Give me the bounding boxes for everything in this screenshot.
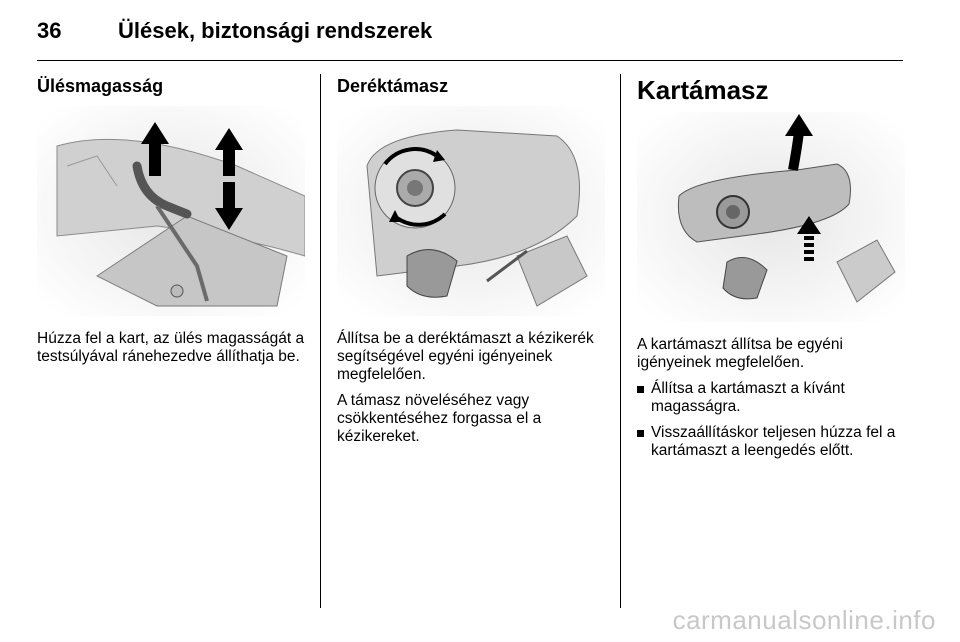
chapter-title: Ülések, biztonsági rendszerek bbox=[118, 18, 433, 43]
section-heading: Ülésmagasság bbox=[37, 76, 164, 96]
section-lumbar-support bbox=[337, 74, 605, 445]
armrest-figure bbox=[637, 112, 905, 322]
section-armrest bbox=[637, 74, 905, 459]
section-heading: Kartámasz bbox=[637, 75, 769, 105]
armrest-icon bbox=[637, 112, 905, 322]
bullet-list bbox=[637, 380, 905, 460]
section-text bbox=[37, 330, 305, 374]
section-text bbox=[337, 330, 605, 454]
paragraph: Állítsa be a deréktámaszt a kézikerék segítségével egyéni igényeinek megfelelően. bbox=[337, 330, 594, 383]
paragraph: A támasz növeléséhez vagy csökkentéséhez forgassa el a kézikereket. bbox=[337, 392, 542, 445]
square-bullet-icon bbox=[637, 386, 644, 393]
paragraph: Húzza fel a kart, az ülés magasságát a testsúlyával ránehezedve állíthatja be. bbox=[37, 330, 305, 365]
list-item bbox=[637, 380, 905, 416]
column-divider bbox=[320, 74, 321, 608]
lumbar-support-figure bbox=[337, 106, 605, 316]
seat-height-figure bbox=[37, 106, 305, 316]
lumbar-knob-icon bbox=[337, 106, 605, 316]
page-header bbox=[0, 0, 960, 62]
column-divider bbox=[620, 74, 621, 608]
header-divider bbox=[37, 60, 903, 61]
list-item-text: Visszaállításkor teljesen húzza fel a kartámaszt a leengedés előtt. bbox=[651, 424, 896, 459]
section-seat-height bbox=[37, 74, 305, 365]
section-text bbox=[637, 336, 905, 468]
section-heading: Deréktámasz bbox=[337, 76, 449, 96]
watermark: carmanualsonline.info bbox=[672, 605, 936, 635]
list-item bbox=[637, 424, 905, 460]
page-number: 36 bbox=[37, 18, 62, 43]
list-item-text: Állítsa a kartámaszt a kívánt magasságra. bbox=[651, 380, 845, 415]
square-bullet-icon bbox=[637, 430, 644, 437]
seat-height-lever-icon bbox=[37, 106, 305, 316]
paragraph: A kartámaszt állítsa be egyéni igényeinek megfelelően. bbox=[637, 336, 843, 371]
